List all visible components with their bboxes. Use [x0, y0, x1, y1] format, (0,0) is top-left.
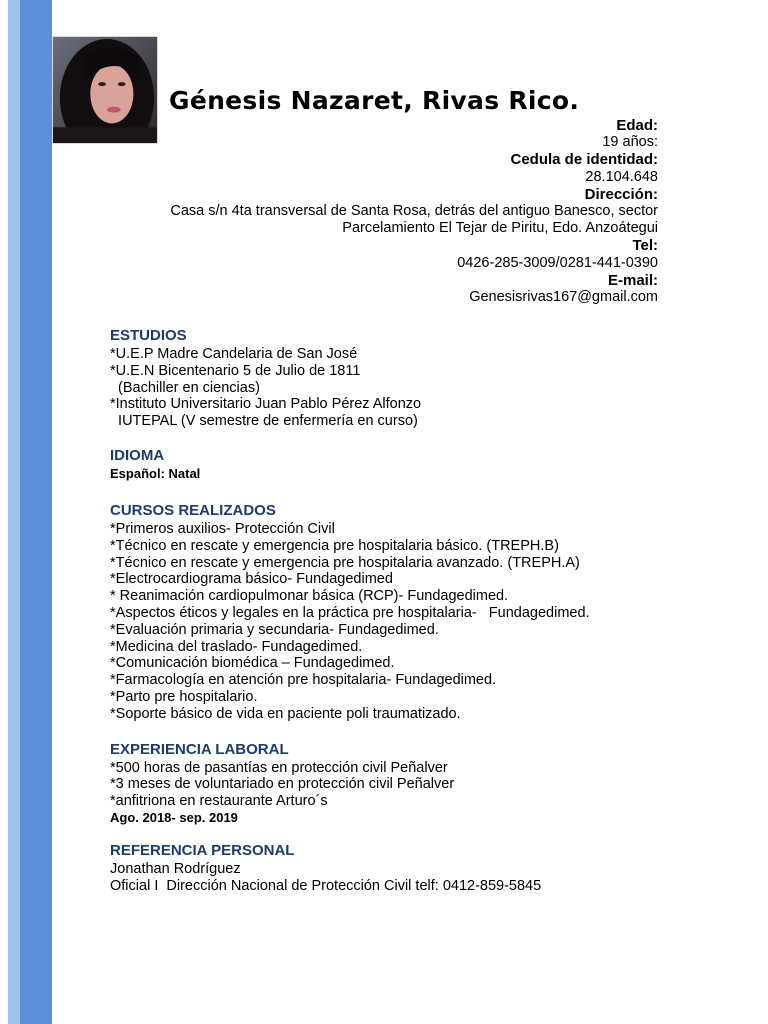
- curso-line: *Electrocardiograma básico- Fundagedimed: [110, 571, 393, 588]
- section-referencia: [110, 841, 710, 895]
- estudios-line: IUTEPAL (V semestre de enfermería en curso): [110, 413, 418, 430]
- address-label: Dirección:: [584, 185, 658, 203]
- section-experiencia: [110, 740, 710, 826]
- section-title-estudios: ESTUDIOS: [110, 327, 187, 344]
- idioma-value: Español: Natal: [110, 465, 201, 481]
- curso-line: *Soporte básico de vida en paciente poli traumatizado.: [110, 705, 461, 722]
- section-title-experiencia: EXPERIENCIA LABORAL: [110, 740, 289, 758]
- email-value: Genesisrivas167@gmail.com: [469, 289, 658, 306]
- estudios-line: *U.E.N Bicentenario 5 de Julio de 1811: [110, 362, 361, 379]
- experiencia-dates: Ago. 2018- sep. 2019: [110, 809, 238, 825]
- estudios-line: (Bachiller en ciencias): [110, 379, 260, 396]
- curso-line: *Técnico en rescate y emergencia pre hospitalaria básico. (TREPH.B): [110, 537, 559, 554]
- curso-line: *Comunicación biomédica – Fundagedimed.: [110, 655, 395, 672]
- id-value: 28.104.648: [585, 168, 658, 185]
- section-estudios: [110, 326, 710, 430]
- curso-line: * Reanimación cardiopulmonar básica (RCP)- Fundagedimed.: [110, 588, 509, 605]
- section-idioma: [110, 446, 710, 482]
- section-title-referencia: REFERENCIA PERSONAL: [110, 841, 295, 859]
- candidate-name: Génesis Nazaret, Rivas Rico.: [169, 86, 580, 115]
- curso-line: *Medicina del traslado- Fundagedimed.: [110, 638, 363, 655]
- section-title-idioma: IDIOMA: [110, 446, 165, 464]
- curso-line: *Primeros auxilios- Protección Civil: [110, 520, 335, 537]
- id-label: Cedula de identidad:: [510, 151, 658, 169]
- phone-label: Tel:: [632, 237, 658, 255]
- phone-value: 0426-285-3009/0281-441-0390: [457, 254, 658, 271]
- decorative-stripe-dark: [20, 0, 52, 1024]
- referencia-line: Jonathan Rodríguez: [110, 860, 241, 877]
- section-title-cursos: CURSOS REALIZADOS: [110, 501, 276, 519]
- experiencia-line: *anfitriona en restaurante Arturo´s: [110, 793, 328, 810]
- experiencia-line: *500 horas de pasantías en protección civil Peñalver: [110, 759, 448, 776]
- curso-line: *Evaluación primaria y secundaria- Fundagedimed.: [110, 621, 439, 638]
- estudios-line: *U.E.P Madre Candelaria de San José: [110, 346, 358, 362]
- address-line-2: Parcelamiento El Tejar de Piritu, Edo. Anzoátegui: [342, 220, 658, 237]
- curso-line: *Farmacología en atención pre hospitalaria- Fundagedimed.: [110, 672, 497, 689]
- resume-sections: [110, 326, 710, 895]
- email-label: E-mail:: [607, 271, 658, 289]
- age-value: 19 años:: [602, 134, 658, 151]
- estudios-line: *Instituto Universitario Juan Pablo Pérez Alfonzo: [110, 396, 422, 413]
- referencia-line: Oficial I Dirección Nacional de Protección Civil telf: 0412-859-5845: [110, 877, 542, 894]
- address-line-1: Casa s/n 4ta transversal de Santa Rosa, detrás del antiguo Banesco, sector: [170, 203, 658, 220]
- curso-line: *Aspectos éticos y legales en la práctica pre hospitalaria- Fundagedimed.: [110, 604, 590, 621]
- curso-line: *Técnico en rescate y emergencia pre hospitalaria avanzado. (TREPH.A): [110, 554, 580, 571]
- section-cursos: [110, 501, 710, 723]
- experiencia-line: *3 meses de voluntariado en protección civil Peñalver: [110, 776, 455, 793]
- decorative-stripe-light: [8, 0, 20, 1024]
- age-label: Edad:: [616, 117, 658, 134]
- contact-block: [98, 117, 658, 306]
- curso-line: *Parto pre hospitalario.: [110, 688, 258, 705]
